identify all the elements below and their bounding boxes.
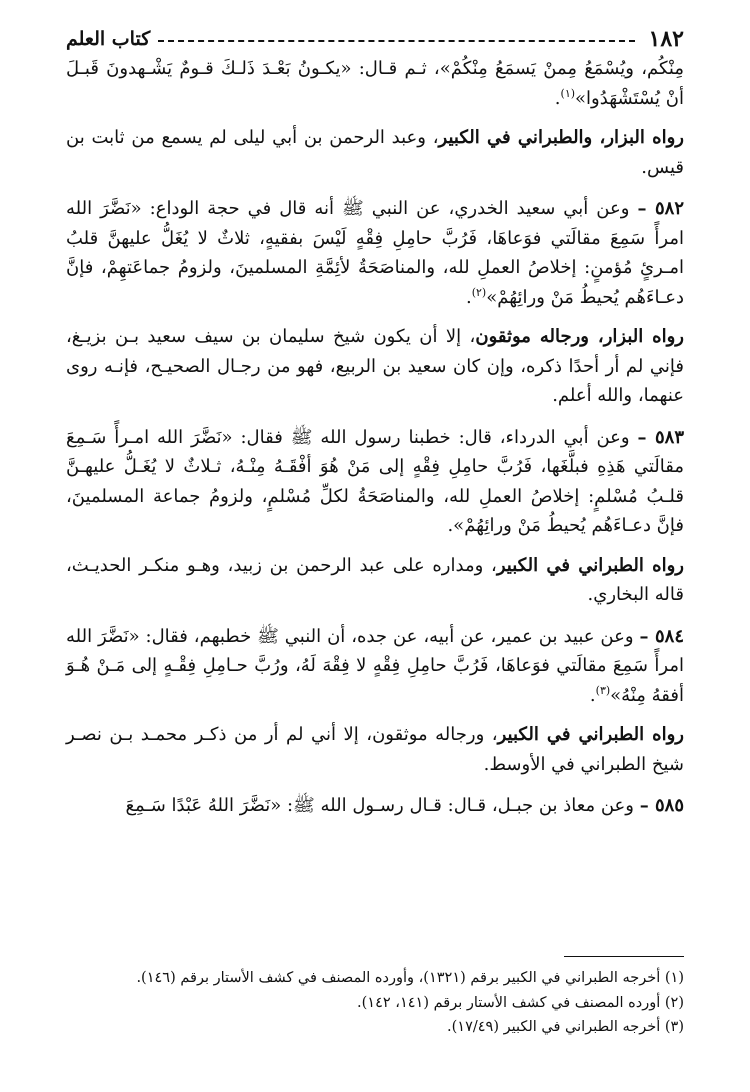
footnote-ref: (٣) bbox=[595, 683, 611, 697]
continuation-paragraph bbox=[66, 54, 684, 113]
footnote-ref: (٢) bbox=[471, 285, 487, 299]
source-label: رواه البزار، والطبراني في الكبير bbox=[438, 127, 684, 148]
hadith-paragraph bbox=[66, 194, 684, 312]
footnotes bbox=[66, 966, 684, 1040]
source-paragraph bbox=[66, 551, 684, 610]
hadith-number: ٥٨٤ – bbox=[639, 625, 684, 647]
hadith-text: وعن معاذ بن جبـل، قـال: قـال رسـول الله ﷺ: «نَضَّرَ اللهُ عَبْدًا سَـمِعَ bbox=[125, 795, 640, 816]
source-label: رواه البزار، ورجاله موثقون bbox=[475, 326, 684, 347]
page-header bbox=[66, 24, 684, 54]
source-text: ، ورجاله موثقون، إلا أني لم أر من ذكـر محمـد بـن نصـر شيخ الطبراني في الأوسط. bbox=[66, 724, 684, 775]
hadith-text: وعن أبي سعيد الخدري، عن النبي ﷺ أنه قال في حجة الوداع: «نَضَّرَ الله امرأً سَمِعَ مقالَتي فوَعاهَا، فَرُبَّ حامِلِ فِقْهٍ لَيْسَ بفقيهٍ، ثلاثٌ لا يُغَلُّ عليهنَّ قلبُ امـرئٍ مُؤمنٍ: إخلاصُ العملِ لله، والمناصَحَةُ لأئِمَّةِ المسلمينَ، ولزومُ جماعَتهِمْ، فإنَّ دعـاءَهُم يُحيطُ مَنْ ورائِهُمْ» bbox=[66, 198, 684, 308]
hadith-text: وعن أبي الدرداء، قال: خطبنا رسول الله ﷺ فقال: «نَضَّرَ الله امـرأً سَـمِعَ مقالَتي هَذِهِ فبلَّغَها، فَرُبَّ حامِلِ فِقْهٍ إلى مَنْ هُوَ أفْقَـهُ مِنْـهُ، ثـلاثٌ لا يُغَـلُّ عليهـنَّ قلـبُ مُسْلمٍ: إخلاصُ العملِ لله، والمناصَحَةُ لكلِّ مُسْلمٍ، ولزومُ جماعة المسلمينَ، فإنَّ دعـاءَهُم يُحيطُ مَنْ ورائِهُمْ». bbox=[66, 426, 684, 536]
hadith-text: وعن عبيد بن عمير، عن أبيه، عن جده، أن النبي ﷺ خطبهم، فقال: «نَضَّرَ الله امرأً سَمِعَ مقالَتي فوَعاهَا، فَرُبَّ حامِلِ فِقْهٍ لا فِقْهَ لَهُ، ورُبَّ حـامِلِ فِقْـهٍ إلى مَـنْ هُـوَ أفقهُ مِنْهُ» bbox=[66, 625, 684, 706]
page-body bbox=[66, 54, 684, 821]
source-paragraph bbox=[66, 123, 684, 182]
footnote-item: (١) أخرجه الطبراني في الكبير برقم (١٣٢١)، وأورده المصنف في كشف الأستار برقم (١٤٦). bbox=[136, 970, 684, 986]
footnote-divider bbox=[564, 956, 684, 957]
source-text: ، ومداره على عبد الرحمن بن زبيد، وهـو منكـر الحديـث، قاله البخاري. bbox=[66, 554, 684, 605]
hadith-paragraph bbox=[66, 423, 684, 541]
paragraph-text: مِنْكُم، ويُسْمَعُ مِمنْ يَسمَعُ مِنْكُمْ»، ثـم قـال: «يكـونُ بَعْـدَ ذَلـكَ قـومٌ يَشْـهدونَ قَبـلَ أنْ يُسْتَشْهَدُوا» bbox=[66, 58, 684, 109]
footnote-ref: (١) bbox=[560, 86, 576, 100]
paragraph-end: . bbox=[465, 286, 472, 308]
source-label: رواه الطبراني في الكبير bbox=[497, 724, 684, 745]
header-divider bbox=[158, 40, 634, 42]
book-title: كتاب العلم bbox=[66, 28, 151, 50]
paragraph-end: . bbox=[589, 684, 596, 706]
footnote-item: (٢) أورده المصنف في كشف الأستار برقم (١٤١، ١٤٢). bbox=[357, 994, 684, 1011]
paragraph-end: . bbox=[554, 87, 561, 109]
footnote-item: (٣) أخرجه الطبراني في الكبير (١٧/٤٩). bbox=[447, 1019, 684, 1035]
hadith-number: ٥٨٣ – bbox=[637, 426, 684, 448]
hadith-number: ٥٨٢ – bbox=[637, 198, 684, 219]
source-paragraph bbox=[66, 322, 684, 411]
source-text: ، وعبد الرحمن بن أبي ليلى لم يسمع من ثابت بن قيس. bbox=[66, 127, 684, 178]
page-number: ١٨٢ bbox=[648, 26, 684, 52]
source-text: ، إلا أن يكون شيخ سليمان بن سيف سعيد بـن بزيـغ، فإني لم أر أحدًا ذكره، وإن كان سعيد بن الربيع، فهو من رجـال الصحيـح، فإنـه روى عنهما، والله أعلم. bbox=[66, 326, 684, 406]
source-paragraph bbox=[66, 720, 684, 779]
hadith-number: ٥٨٥ – bbox=[639, 795, 684, 816]
hadith-paragraph bbox=[66, 622, 684, 711]
hadith-paragraph bbox=[66, 791, 684, 821]
source-label: رواه الطبراني في الكبير bbox=[496, 554, 684, 576]
